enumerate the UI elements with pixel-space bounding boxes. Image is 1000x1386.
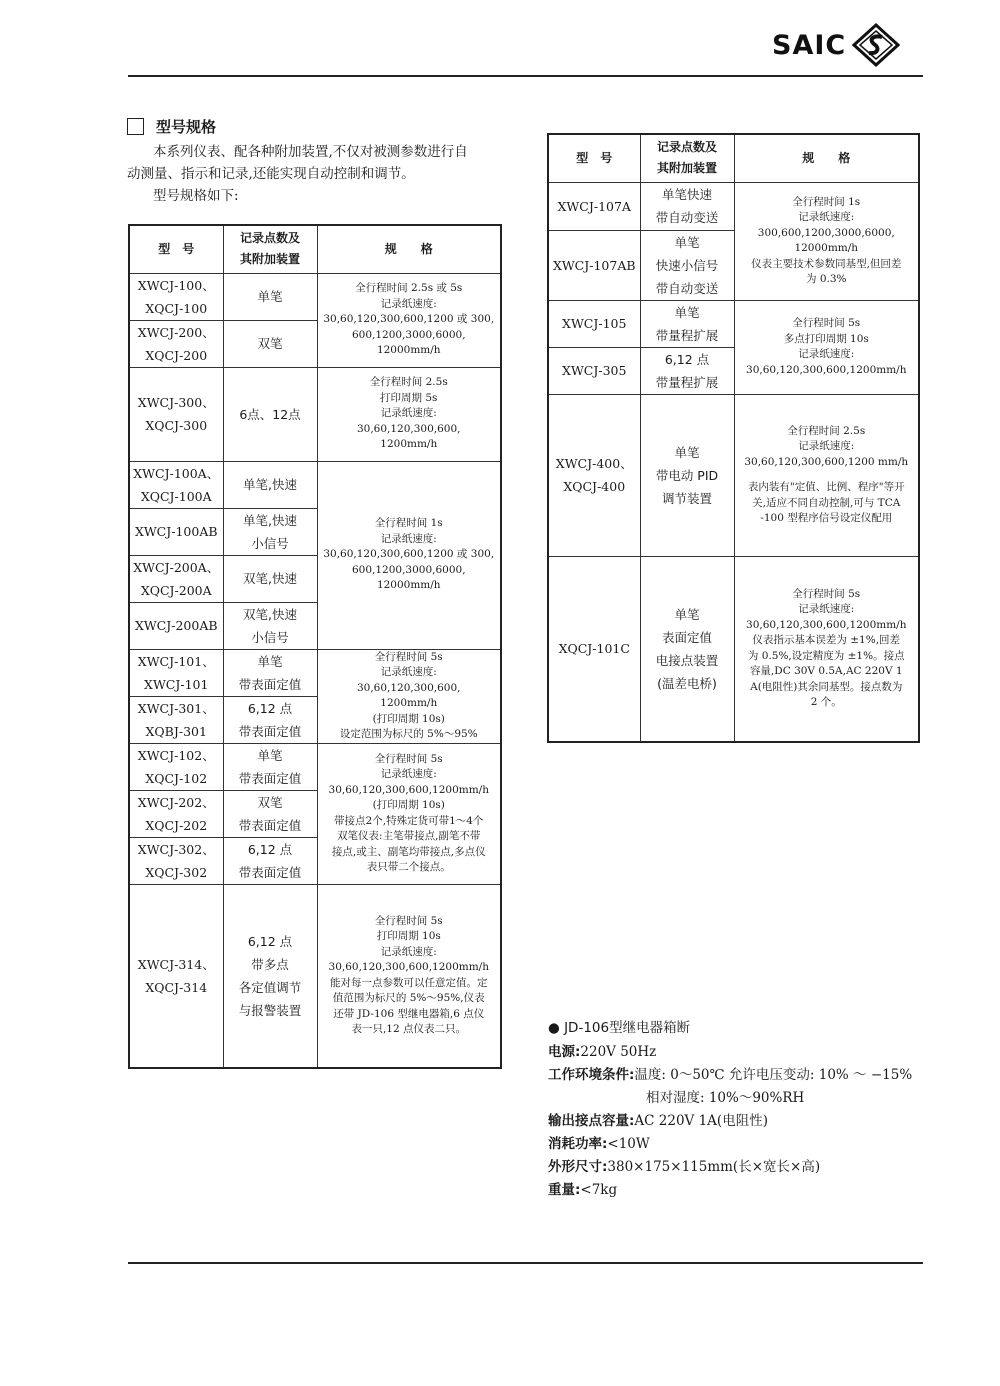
model-cell: XWCJ-302、 XQCJ-302 xyxy=(129,837,223,884)
spec-cell: 全行程时间 2.5s 记录纸速度: 30,60,120,300,600,1200 mm/h 表内装有"定值、比例、程序"等开 关,适应不同自动控制,可与 TCA -100 型程序信号设定仪配用 xyxy=(734,394,919,556)
section-intro xyxy=(127,141,507,207)
spec-cell: 全行程时间 1s 记录纸速度: 30,60,120,300,600,1200 或 300, 600,1200,3000,6000, 12000mm/h xyxy=(317,461,501,649)
model-cell: XQCJ-101C xyxy=(548,556,640,742)
table-row xyxy=(129,649,501,696)
model-cell: XWCJ-314、 XQCJ-314 xyxy=(129,884,223,1068)
record-cell: 单笔 快速小信号 带自动变送 xyxy=(640,230,734,300)
table-row xyxy=(129,273,501,320)
model-cell: XWCJ-101、 XWCJ-101 xyxy=(129,649,223,696)
section-title: 型号规格 xyxy=(156,118,217,136)
section-heading xyxy=(127,116,216,137)
intro-line: 动测量、指示和记录,还能实现自动控制和调节。 xyxy=(127,166,415,182)
footer-rule xyxy=(128,1262,923,1264)
spec-table-left xyxy=(128,224,502,1069)
model-cell: XWCJ-200A、 XQCJ-200A xyxy=(129,555,223,602)
model-cell: XWCJ-200AB xyxy=(129,602,223,649)
record-cell: 单笔 带电动 PID 调节装置 xyxy=(640,394,734,556)
spec-cell: 全行程时间 2.5s 打印周期 5s 记录纸速度: 30,60,120,300,600, 1200mm/h xyxy=(317,367,501,461)
relay-line: 工作环境条件:温度: 0～50℃ 允许电压变动: 10% ～ −15% xyxy=(548,1067,913,1083)
record-cell: 双笔 带表面定值 xyxy=(223,790,317,837)
model-cell: XWCJ-200、 XQCJ-200 xyxy=(129,320,223,367)
record-cell: 6,12 点 带量程扩展 xyxy=(640,347,734,394)
record-cell: 6,12 点 带表面定值 xyxy=(223,696,317,743)
checkbox-square-icon xyxy=(127,118,144,135)
model-cell: XWCJ-100、 XQCJ-100 xyxy=(129,273,223,320)
model-cell: XWCJ-301、 XQBJ-301 xyxy=(129,696,223,743)
record-cell: 单笔 xyxy=(223,273,317,320)
record-cell: 单笔快速 带自动变送 xyxy=(640,182,734,230)
model-cell: XWCJ-105 xyxy=(548,300,640,347)
model-cell: XWCJ-400、 XQCJ-400 xyxy=(548,394,640,556)
record-cell: 单笔 带表面定值 xyxy=(223,649,317,696)
table-row xyxy=(548,300,919,347)
relay-line: 外形尺寸:380×175×115mm(长×宽长×高) xyxy=(548,1159,821,1175)
header-record: 记录点数及 其附加装置 xyxy=(223,225,317,273)
spec-cell: 全行程时间 5s 记录纸速度: 30,60,120,300,600,1200mm/h 仪表指示基本误差为 ±1%,回差 为 0.5%,设定精度为 ±1%。接点 容量,DC 30V 0.5A,AC 220V 1 A(电阻性)其余同基型。接点数为 2 个。 xyxy=(734,556,919,742)
header-model: 型 号 xyxy=(548,134,640,182)
record-cell: 单笔,快速 小信号 xyxy=(223,508,317,555)
record-cell: 单笔 带量程扩展 xyxy=(640,300,734,347)
header-spec: 规 格 xyxy=(317,225,501,273)
record-cell: 双笔,快速 xyxy=(223,555,317,602)
spec-cell: 全行程时间 5s 记录纸速度: 30,60,120,300,600, 1200mm/h (打印周期 10s) 设定范围为标尺的 5%～95% xyxy=(317,649,501,743)
record-cell: 单笔,快速 xyxy=(223,461,317,508)
header-record: 记录点数及 其附加装置 xyxy=(640,134,734,182)
record-cell: 双笔,快速 小信号 xyxy=(223,602,317,649)
header-spec: 规 格 xyxy=(734,134,919,182)
table-row xyxy=(129,884,501,1068)
saic-emblem-icon xyxy=(852,23,900,67)
model-cell: XWCJ-305 xyxy=(548,347,640,394)
spec-cell: 全行程时间 2.5s 或 5s 记录纸速度: 30,60,120,300,600,1200 或 300, 600,1200,3000,6000, 12000mm/h xyxy=(317,273,501,367)
header-rule xyxy=(128,75,923,77)
model-cell: XWCJ-107AB xyxy=(548,230,640,300)
record-cell: 单笔 带表面定值 xyxy=(223,743,317,790)
table-row xyxy=(548,394,919,556)
relay-line: 重量:<7kg xyxy=(548,1182,618,1198)
table-row xyxy=(129,367,501,461)
model-cell: XWCJ-100AB xyxy=(129,508,223,555)
model-cell: XWCJ-102、 XQCJ-102 xyxy=(129,743,223,790)
record-cell: 双笔 xyxy=(223,320,317,367)
model-cell: XWCJ-107A xyxy=(548,182,640,230)
record-cell: 6,12 点 带表面定值 xyxy=(223,837,317,884)
table-row xyxy=(548,556,919,742)
relay-line: 消耗功率:<10W xyxy=(548,1136,650,1152)
model-cell: XWCJ-300、 XQCJ-300 xyxy=(129,367,223,461)
bullet-icon: ● xyxy=(548,1020,565,1036)
record-cell: 6,12 点 带多点 各定值调节 与报警装置 xyxy=(223,884,317,1068)
record-cell: 6点、12点 xyxy=(223,367,317,461)
saic-logo xyxy=(772,22,900,68)
spec-cell: 全行程时间 5s 记录纸速度: 30,60,120,300,600,1200mm/h (打印周期 10s) 带接点2个,特殊定货可带1～4个 双笔仪表:主笔带接点,副笔不带 接点,或主、副笔均带接点,多点仪 表只带二个接点。 xyxy=(317,743,501,884)
relay-line: 相对湿度: 10%～90%RH xyxy=(646,1090,805,1106)
logo-text: SAIC xyxy=(772,29,847,61)
table-row xyxy=(548,182,919,230)
relay-line: 电源:220V 50Hz xyxy=(548,1044,657,1060)
intro-line: 本系列仪表、配各种附加装置,不仅对被测参数进行自 xyxy=(153,144,468,160)
model-cell: XWCJ-202、 XQCJ-202 xyxy=(129,790,223,837)
spec-cell: 全行程时间 5s 打印周期 10s 记录纸速度: 30,60,120,300,600,1200mm/h 能对每一点参数可以任意定值。定 值范围为标尺的 5%～95%,仪表 还带 JD-106 型继电器箱,6 点仪 表一只,12 点仪表二只。 xyxy=(317,884,501,1068)
spec-cell: 全行程时间 1s 记录纸速度: 300,600,1200,3000,6000, 12000mm/h 仪表主要技术参数同基型,但回差 为 0.3% xyxy=(734,182,919,300)
spec-table-right xyxy=(547,133,920,743)
relay-title: ● JD-106型继电器箱断 xyxy=(548,1020,691,1036)
relay-line: 输出接点容量:AC 220V 1A(电阻性) xyxy=(548,1113,768,1129)
table-row xyxy=(129,743,501,790)
spec-cell: 全行程时间 5s 多点打印周期 10s 记录纸速度: 30,60,120,300,600,1200mm/h xyxy=(734,300,919,394)
relay-specs xyxy=(548,1016,948,1202)
model-cell: XWCJ-100A、 XQCJ-100A xyxy=(129,461,223,508)
header-model: 型 号 xyxy=(129,225,223,273)
record-cell: 单笔 表面定值 电接点装置 (温差电桥) xyxy=(640,556,734,742)
table-row xyxy=(129,461,501,508)
intro-line: 型号规格如下: xyxy=(153,188,239,204)
